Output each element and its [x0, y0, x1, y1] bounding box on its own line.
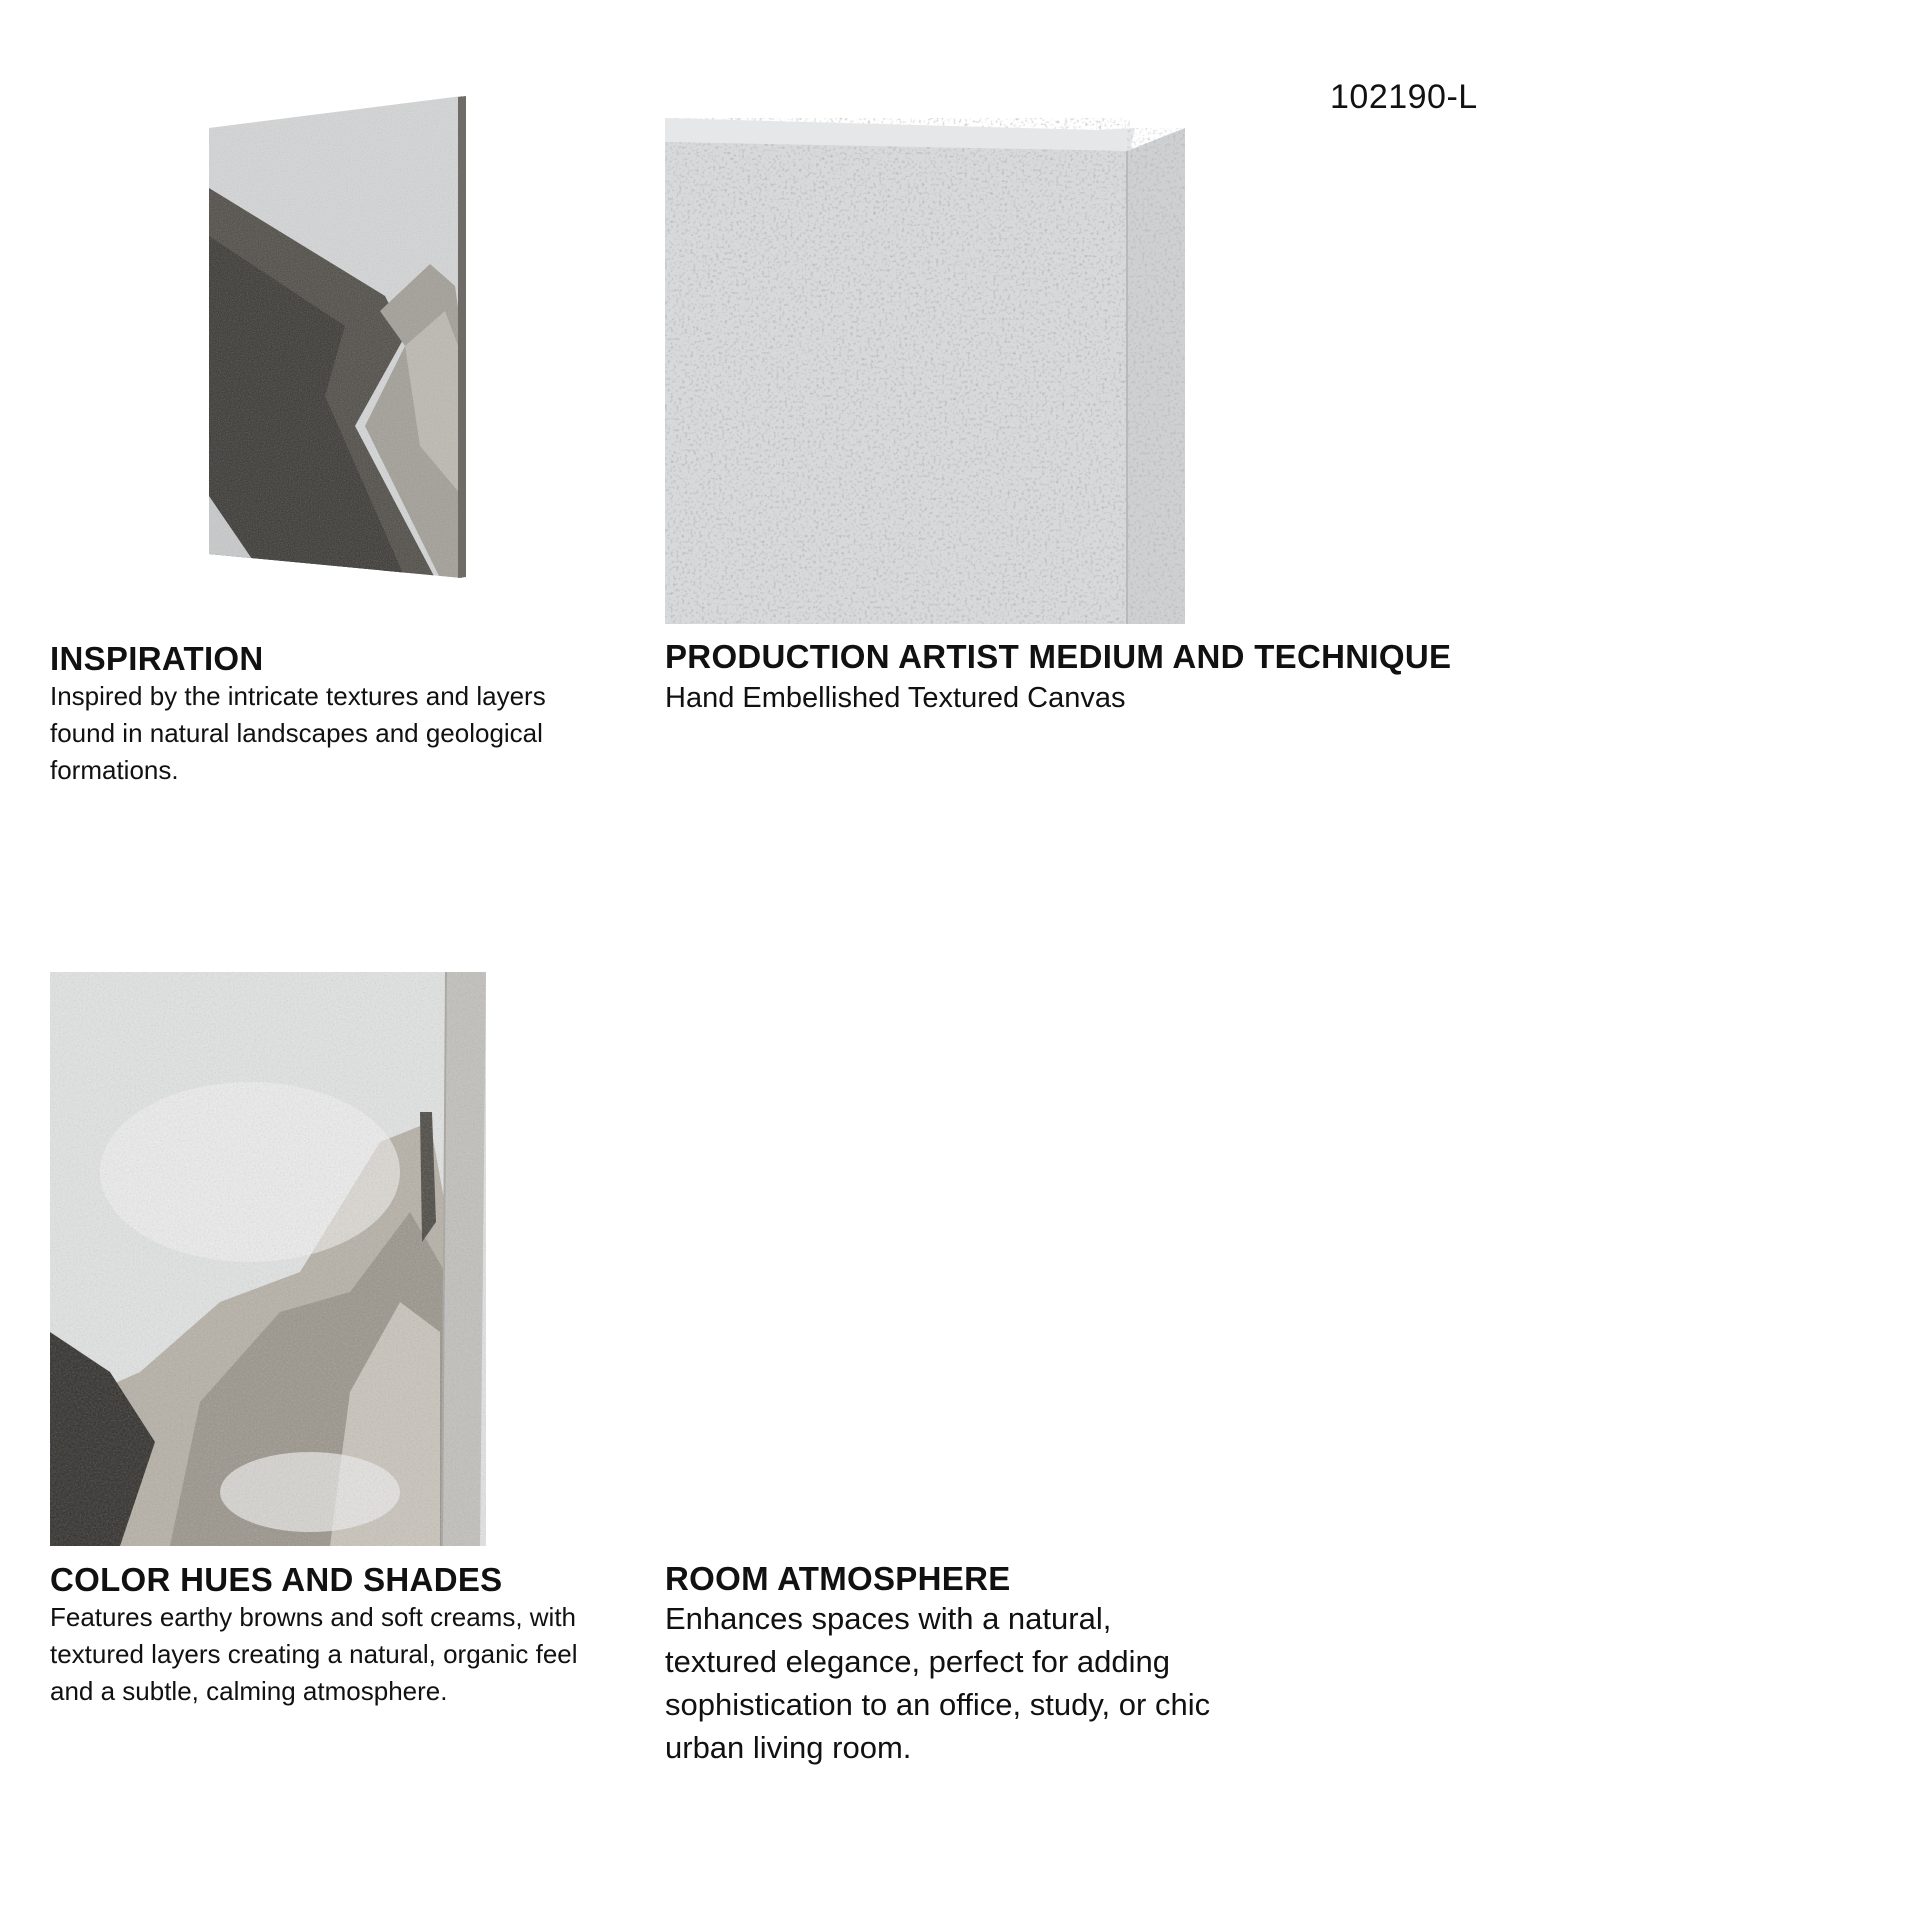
inspiration-line: formations. [50, 755, 179, 785]
inspiration-line: found in natural landscapes and geological [50, 718, 543, 748]
artwork-detail-image [50, 972, 486, 1546]
production-heading: PRODUCTION ARTIST MEDIUM AND TECHNIQUE [665, 638, 1452, 675]
color-line: Features earthy browns and soft creams, with [50, 1602, 577, 1632]
artwork-full-view-image [205, 96, 467, 578]
artwork-corner-closeup-image [665, 118, 1185, 624]
production-text: Hand Embellished Textured Canvas [665, 682, 1126, 714]
room-atmosphere-line: Enhances spaces with a natural, [665, 1601, 1112, 1636]
room-atmosphere-heading: ROOM ATMOSPHERE [665, 1560, 1011, 1597]
inspiration-heading: INSPIRATION [50, 640, 264, 677]
color-heading: COLOR HUES AND SHADES [50, 1561, 503, 1598]
room-atmosphere-text [665, 1597, 1285, 1769]
product-sku: 102190-L [1330, 78, 1478, 116]
inspiration-text [50, 678, 610, 789]
color-text [50, 1599, 640, 1710]
room-atmosphere-line: urban living room. [665, 1730, 912, 1765]
inspiration-line: Inspired by the intricate textures and layers [50, 681, 546, 711]
room-atmosphere-line: sophistication to an office, study, or chic [665, 1687, 1211, 1722]
color-line: and a subtle, calming atmosphere. [50, 1676, 448, 1706]
color-line: textured layers creating a natural, organic feel [50, 1639, 578, 1669]
room-atmosphere-line: textured elegance, perfect for adding [665, 1644, 1170, 1679]
